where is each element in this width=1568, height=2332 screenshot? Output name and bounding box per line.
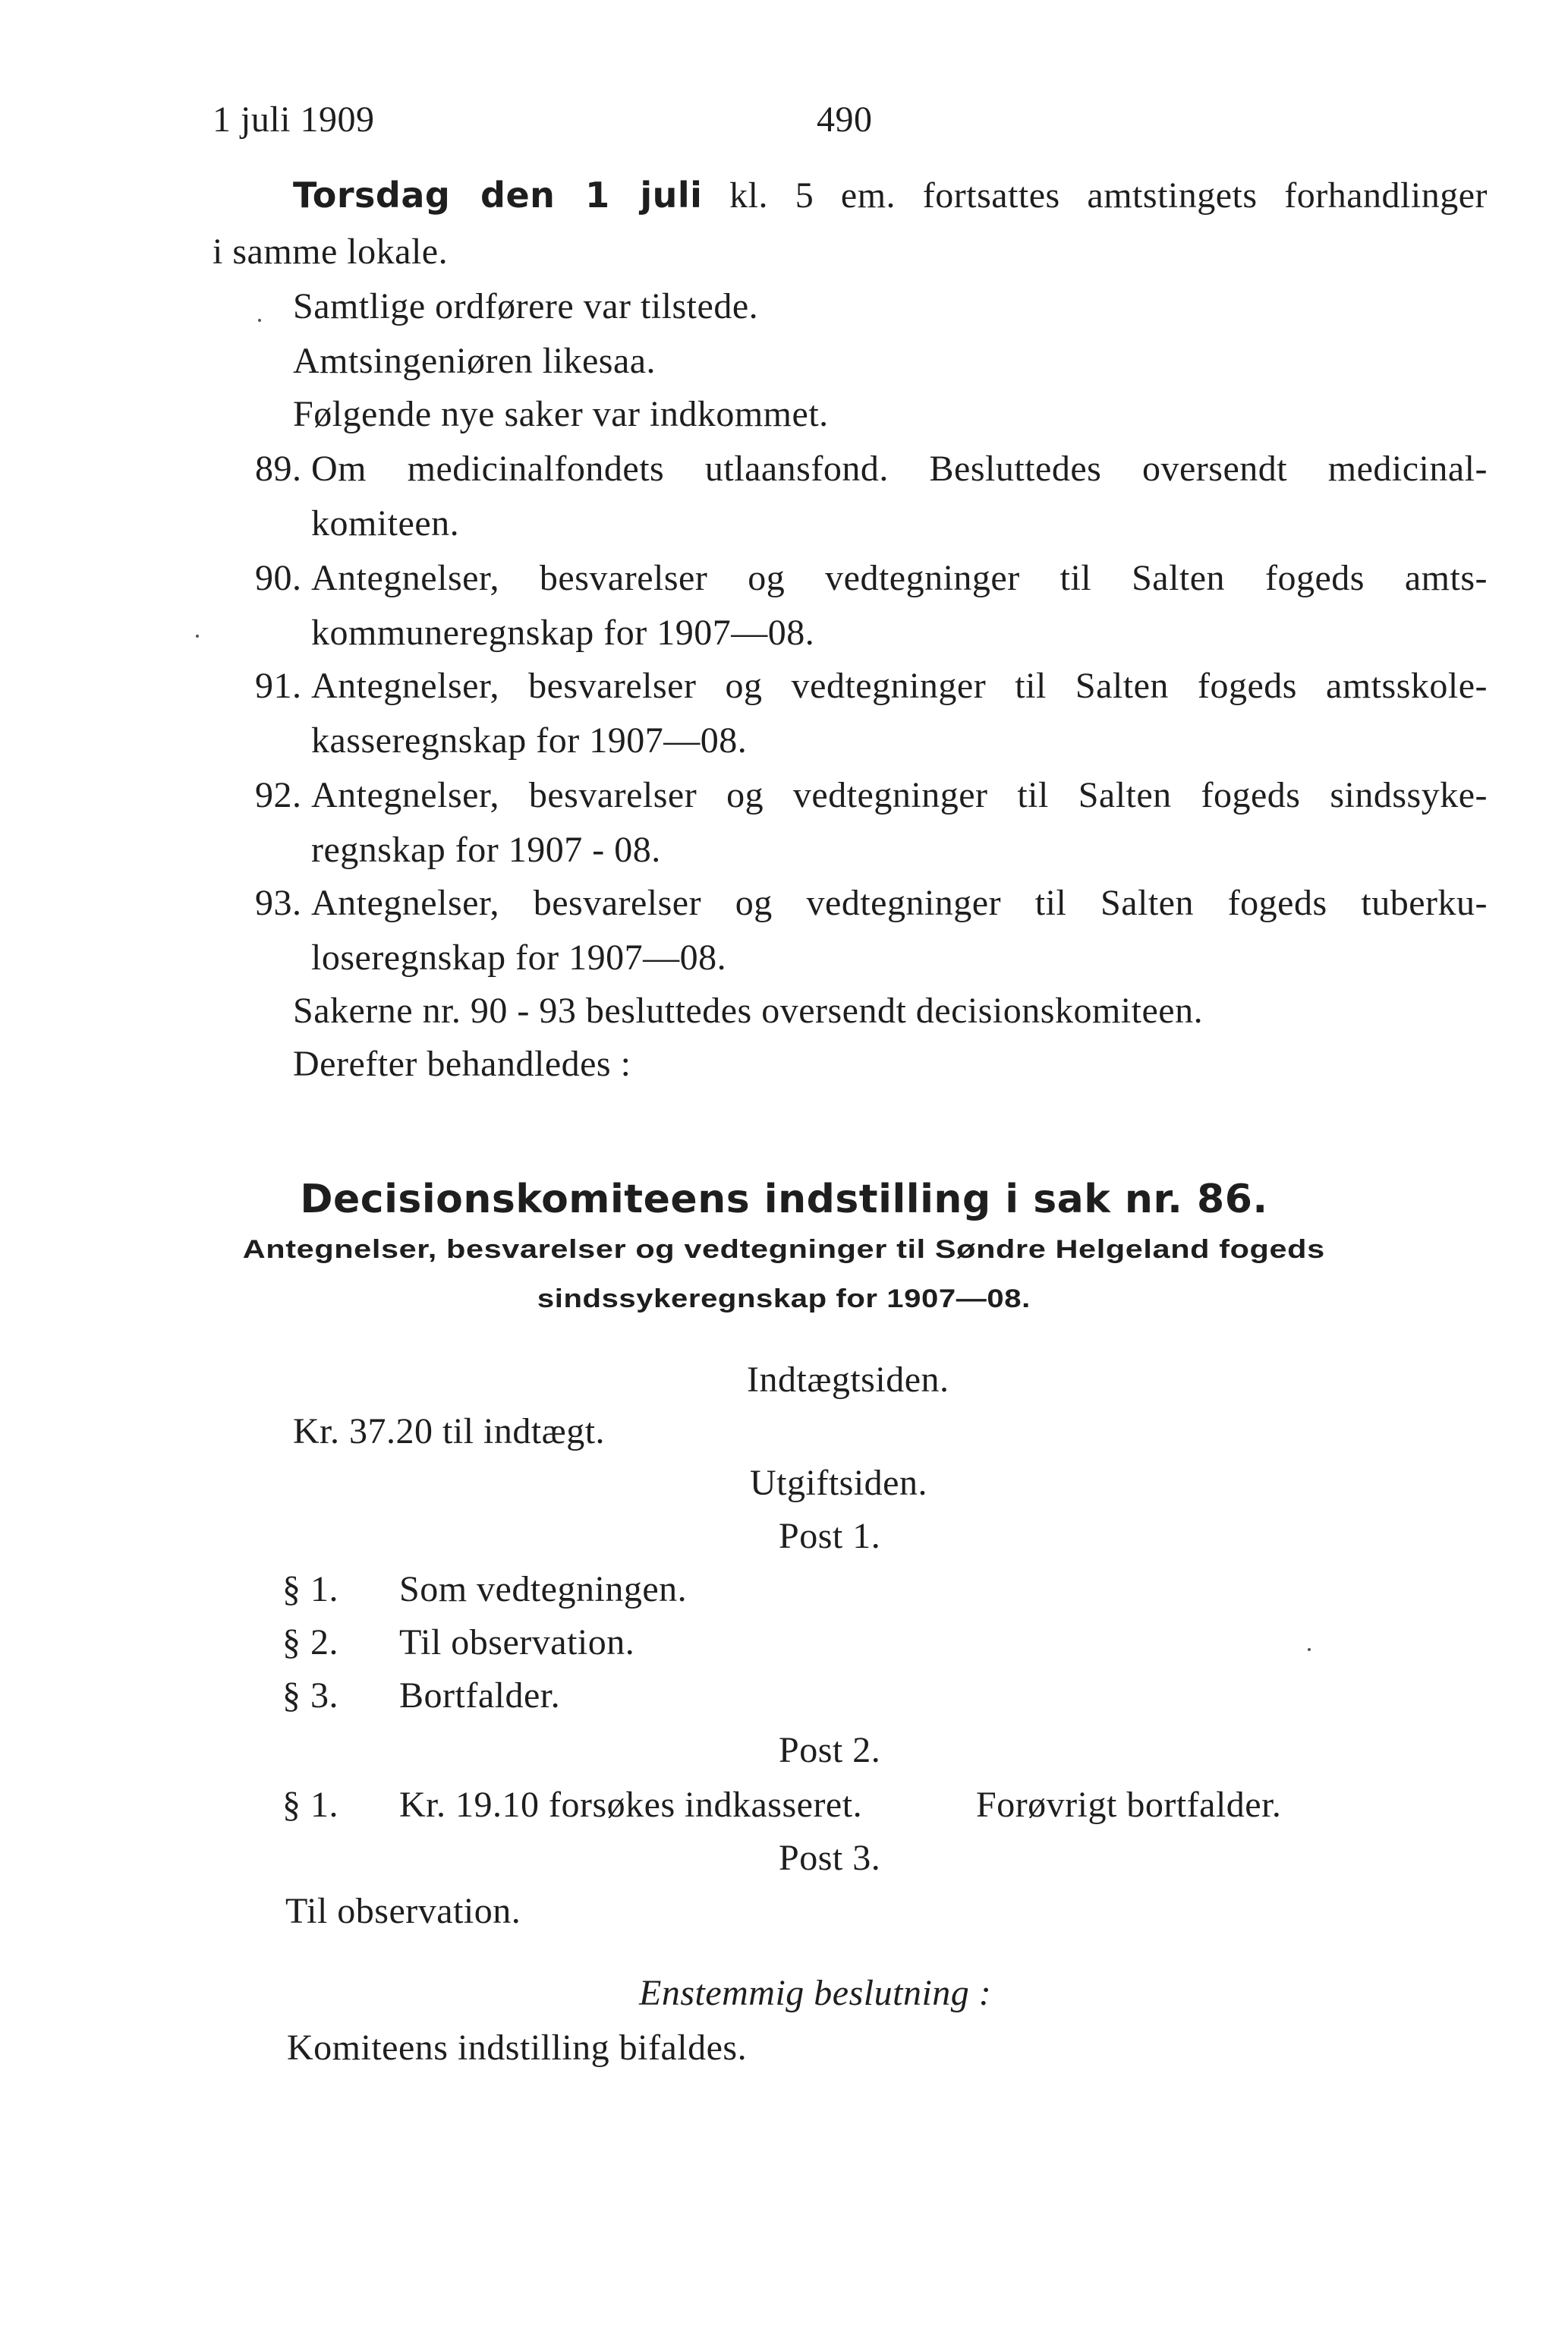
item-line-continuation: regnskap for 1907 - 08. [311,830,661,870]
intro-line-new-cases: Følgende nye saker var indkommet. [293,394,829,434]
section-subtitle-line-2: sindssykeregnskap for 1907—08. [537,1284,1031,1313]
item-line: Antegnelser, besvarelser og vedtegninger til Salten fogeds tuberku- [311,883,1488,923]
post-1-item-text: Som vedtegningen. [399,1569,688,1609]
expense-heading: Utgiftsiden. [750,1463,927,1503]
section-title: Decisionskomiteens indstilling i sak nr. 86. [300,1177,1268,1222]
intro-lead-continuation: i samme lokale. [213,232,449,272]
scan-speck [196,635,199,638]
item-line-continuation: komiteen. [311,503,460,544]
item-number: 89. [255,449,302,489]
paragraph-symbol: § 2. [282,1622,338,1662]
item-number: 92. [255,775,302,815]
scan-speck [1308,1648,1311,1651]
post-3-text: Til observation. [285,1891,521,1931]
resolution-text: Komiteens indstilling bifaldes. [287,2028,748,2068]
post-1-heading: Post 1. [779,1516,881,1556]
thereafter-line: Derefter behandledes : [293,1044,631,1084]
paragraph-symbol: § 1. [282,1785,338,1825]
post-2-heading: Post 2. [779,1730,881,1770]
scan-speck [258,319,261,322]
intro-lead-line [293,175,1488,216]
post-3-heading: Post 3. [779,1838,881,1878]
paragraph-symbol: § 3. [282,1675,338,1716]
intro-lead-rest: kl. 5 em. fortsattes amtstingets forhandlinger [729,175,1488,216]
intro-line-attendance: Samtlige ordførere var tilstede. [293,286,759,326]
item-line-continuation: loseregnskap for 1907—08. [311,938,727,978]
page-number: 490 [817,99,873,140]
item-line: Antegnelser, besvarelser og vedtegninger til Salten fogeds amtsskole- [311,666,1488,706]
item-line-continuation: kasseregnskap for 1907—08. [311,720,748,761]
item-number: 90. [255,558,302,598]
item-number: 93. [255,883,302,923]
item-line: Antegnelser, besvarelser og vedtegninger til Salten fogeds sindssyke- [311,775,1488,815]
cases-forwarded-line: Sakerne nr. 90 - 93 besluttedes oversendt decisionskomiteen. [293,991,1204,1031]
page-date: 1 juli 1909 [213,99,375,140]
post-2-item-text: Kr. 19.10 forsøkes indkasseret. [399,1785,863,1825]
income-text: Kr. 37.20 til indtægt. [293,1411,606,1451]
item-number: 91. [255,666,302,706]
item-line: Om medicinalfondets utlaansfond. Besluttedes oversendt medicinal- [311,449,1488,489]
paragraph-symbol: § 1. [282,1569,338,1609]
post-1-item-text: Til observation. [399,1622,635,1662]
resolution-heading: Enstemmig beslutning : [639,1973,992,2013]
intro-lead-bold: Torsdag den 1 juli [293,175,703,216]
post-1-item-text: Bortfalder. [399,1675,561,1716]
income-heading: Indtægtsiden. [747,1360,949,1400]
section-subtitle-line-1: Antegnelser, besvarelser og vedtegninger til Søndre Helgeland fogeds [242,1235,1325,1264]
item-line: Antegnelser, besvarelser og vedtegninger til Salten fogeds amts- [311,558,1488,598]
post-2-item-extra: Forøvrigt bortfalder. [976,1785,1282,1825]
item-line-continuation: kommuneregnskap for 1907—08. [311,613,815,653]
intro-line-engineer: Amtsingeniøren likesaa. [293,341,656,381]
